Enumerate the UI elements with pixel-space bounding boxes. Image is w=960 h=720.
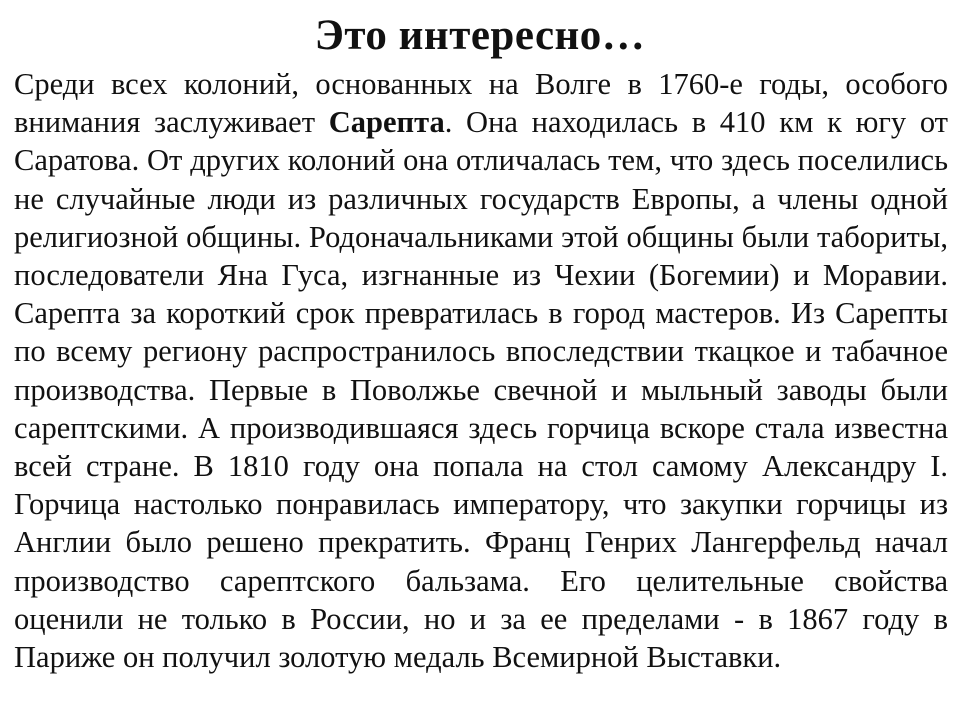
paragraph-text-rest: . Она находилась в 410 км к югу от Саратова. От других колоний она отличалась тем, что здесь поселились не случайные люди из различных государств Европы, а члены одной религиозной общины. Родоначальниками этой общины были табориты, последователи Яна Гуса, изгнанные из Чехии (Богемии) и Моравии. Сарепта за короткий срок превратилась в город мастеров. Из Сарепты по всему региону распространилось впоследствии ткацкое и табачное производства. Первые в Поволжье свечной и мыльный заводы были сарептскими. А производившаяся здесь горчица вскоре стала известна всей стране. В 1810 году она попала на стол самому Александру I. Горчица настолько понравилась императору, что закупки горчицы из Англии было решено прекратить. Франц Генрих Лангерфельд начал производство сарептского бальзама. Его целительные свойства оценили не только в России, но и за ее пределами - в 1867 году в Париже он получил золотую медаль Всемирной Выставки. [14, 105, 949, 675]
paragraph-text-start: Среди всех колоний, основанных на Волге в 1760-е годы, особого внимания заслуживает [14, 67, 948, 140]
slide-title: Это интересно… [314, 12, 646, 59]
body-paragraph [14, 65, 948, 676]
sarepta-highlight: Сарепта [328, 105, 445, 140]
